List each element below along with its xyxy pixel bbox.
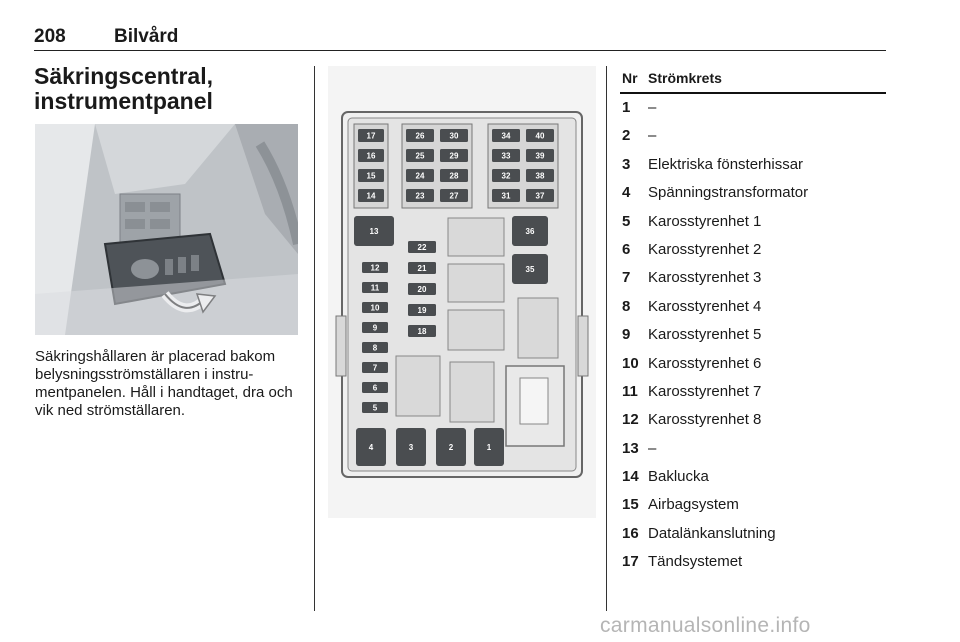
table-row: [620, 463, 886, 491]
fuse-circuit: –: [648, 99, 657, 116]
fuse-label: 18: [417, 327, 427, 336]
fuse-3: [474, 428, 504, 466]
fuse-circuit: Karosstyrenhet 3: [648, 269, 762, 287]
fuse-holder-illustration: [35, 124, 298, 335]
column-divider-right: [606, 66, 607, 611]
fuse-3: [440, 189, 468, 202]
section-body: Säkringshållaren är placerad bakom belysningsströmställaren i instrumentpanelen. Håll i handtaget, dra och vik ned strömställaren.: [35, 348, 293, 419]
table-row: [620, 151, 886, 179]
chapter-title: Bilvård: [114, 26, 179, 47]
fuse-3: [492, 189, 520, 202]
fuse-circuit: Karosstyrenhet 6: [648, 354, 762, 372]
fuse-label: 33: [501, 151, 511, 161]
fuse-3: [406, 189, 434, 202]
fuse-box-diagram: [328, 66, 596, 518]
fuse-label: 12: [370, 263, 380, 273]
table-row: [620, 406, 886, 434]
fuse-label: 39: [535, 151, 545, 161]
table-row: [620, 378, 886, 406]
fuse-circuit: Karosstyrenhet 4: [648, 297, 762, 315]
table-row: [620, 321, 886, 349]
column-header-nr: Nr: [622, 70, 638, 86]
fuse-circuit: Karosstyrenhet 1: [648, 212, 762, 230]
fuse-3: [526, 189, 554, 202]
table-row: [620, 435, 886, 463]
fuse-0: [362, 262, 388, 273]
fuse-circuit: Datalänkanslutning: [648, 524, 776, 542]
fuse-3: [358, 189, 384, 202]
fuse-1: [492, 149, 520, 162]
fuse-circuit: Airbagsystem: [648, 496, 739, 514]
fuse-label: 3: [408, 443, 414, 452]
fuse-1: [408, 262, 436, 274]
fuse-label: 21: [417, 264, 427, 273]
fuse-number: 5: [622, 212, 631, 230]
fuse-4: [362, 342, 388, 353]
fuse-label: 25: [415, 151, 425, 161]
fuse-number: 10: [622, 354, 639, 372]
fuse-label: 29: [449, 151, 459, 161]
fuse-number: 6: [622, 240, 631, 258]
fuse-label: 37: [535, 191, 545, 201]
fuse-1: [440, 149, 468, 162]
fuse-label: 28: [449, 171, 459, 181]
table-row: [620, 236, 886, 264]
fuse-number: 16: [622, 524, 639, 542]
fuse-table: [620, 68, 886, 577]
fuse-0: [408, 241, 436, 253]
table-row: [620, 491, 886, 519]
table-row: [620, 548, 886, 576]
fuse-label: 36: [525, 227, 535, 236]
fuse-2: [406, 169, 434, 182]
fuse-label: 8: [372, 343, 378, 353]
fuse-circuit: Spänningstransformator: [648, 184, 809, 202]
page-number: 208: [34, 26, 66, 47]
fuse-circuit: Baklucka: [648, 468, 709, 486]
section-title-line2: instrumentpanel: [34, 88, 213, 114]
fuse-1: [396, 428, 426, 466]
watermark: carmanualsonline.info: [600, 614, 811, 637]
fuse-number: 8: [622, 297, 631, 315]
fuse-0: [358, 129, 384, 142]
fuse-circuit: Tändsystemet: [648, 553, 743, 571]
fuse-2: [362, 302, 388, 313]
fuse-label: 7: [372, 363, 378, 373]
fuse-0: [440, 129, 468, 142]
table-row: [620, 179, 886, 207]
fuse-0: [526, 129, 554, 142]
fuse-5: [362, 362, 388, 373]
column-divider-left: [314, 66, 315, 611]
fuse-3: [362, 322, 388, 333]
fuse-2: [492, 169, 520, 182]
fuse-label: 10: [370, 303, 380, 313]
fuse-box-illustration: [328, 66, 596, 518]
fuse-label: 24: [415, 171, 425, 181]
fuse-label: 17: [366, 131, 376, 141]
fuse-label: 14: [366, 191, 376, 201]
fuse-label: 22: [417, 243, 427, 252]
fuse-relay_13: [354, 216, 394, 246]
fuse-label: 4: [368, 443, 374, 452]
fuse-circuit: Karosstyrenhet 8: [648, 411, 762, 429]
fuse-2: [408, 283, 436, 295]
fuse-label: 20: [417, 285, 427, 294]
fuse-label: 2: [448, 443, 454, 452]
fuse-number: 3: [622, 155, 631, 173]
fuse-relay_36: [512, 216, 548, 246]
fuse-6: [362, 382, 388, 393]
fuse-label: 13: [369, 227, 379, 236]
fuse-label: 11: [370, 283, 380, 293]
fuse-label: 9: [372, 323, 378, 333]
fuse-label: 5: [372, 403, 378, 413]
table-header: [620, 68, 886, 94]
fuse-label: 31: [501, 191, 511, 201]
fuse-number: 11: [622, 382, 638, 400]
fuse-2: [358, 169, 384, 182]
fuse-label: 40: [535, 131, 545, 141]
fuse-number: 4: [622, 184, 631, 202]
table-row: [620, 264, 886, 292]
fuse-circuit: Karosstyrenhet 2: [648, 240, 762, 258]
fuse-label: 35: [525, 265, 535, 274]
fuse-label: 1: [486, 443, 492, 452]
column-header-circuit: Strömkrets: [648, 70, 722, 86]
fuse-2: [436, 428, 466, 466]
fuse-circuit: Elektriska fönsterhissar: [648, 155, 804, 173]
fuse-number: 13: [622, 439, 639, 457]
fuse-holder-photo: [35, 124, 298, 335]
fuse-number: 7: [622, 269, 631, 287]
fuse-0: [492, 129, 520, 142]
fuse-1: [358, 149, 384, 162]
fuse-label: 34: [501, 131, 511, 141]
fuse-0: [406, 129, 434, 142]
fuse-label: 6: [372, 383, 378, 393]
fuse-1: [362, 282, 388, 293]
fuse-circuit: Karosstyrenhet 7: [648, 382, 762, 400]
fuse-number: 14: [622, 468, 639, 486]
table-row: [620, 520, 886, 548]
fuse-1: [406, 149, 434, 162]
fuse-label: 38: [535, 171, 545, 181]
fuse-2: [440, 169, 468, 182]
fuse-4: [408, 325, 436, 337]
header-rule: [34, 50, 886, 51]
fuse-number: 1: [622, 99, 631, 116]
fuse-number: 9: [622, 326, 631, 344]
table-row: [620, 208, 886, 236]
fuse-1: [526, 149, 554, 162]
table-row: [620, 94, 886, 122]
fuse-2: [526, 169, 554, 182]
fuse-number: 2: [622, 127, 631, 145]
fuse-label: 30: [449, 131, 459, 141]
fuse-7: [362, 402, 388, 413]
fuse-relay_35: [512, 254, 548, 284]
fuse-0: [356, 428, 386, 466]
fuse-label: 16: [366, 151, 376, 161]
section-title: [34, 64, 304, 114]
fuse-label: 26: [415, 131, 425, 141]
fuse-number: 12: [622, 411, 639, 429]
table-row: [620, 122, 886, 150]
fuse-label: 27: [449, 191, 459, 201]
fuse-circuit: Karosstyrenhet 5: [648, 326, 762, 344]
fuse-label: 19: [417, 306, 427, 315]
fuse-number: 15: [622, 496, 639, 514]
fuse-number: 17: [622, 553, 639, 571]
table-body: [620, 94, 886, 577]
table-row: [620, 293, 886, 321]
section-title-line1: Säkringscentral,: [34, 63, 213, 89]
table-row: [620, 350, 886, 378]
fuse-circuit: –: [648, 439, 657, 457]
fuse-label: 15: [366, 171, 376, 181]
fuse-circuit: –: [648, 127, 657, 145]
fuse-label: 23: [415, 191, 425, 201]
fuse-label: 32: [501, 171, 511, 181]
fuse-3: [408, 304, 436, 316]
